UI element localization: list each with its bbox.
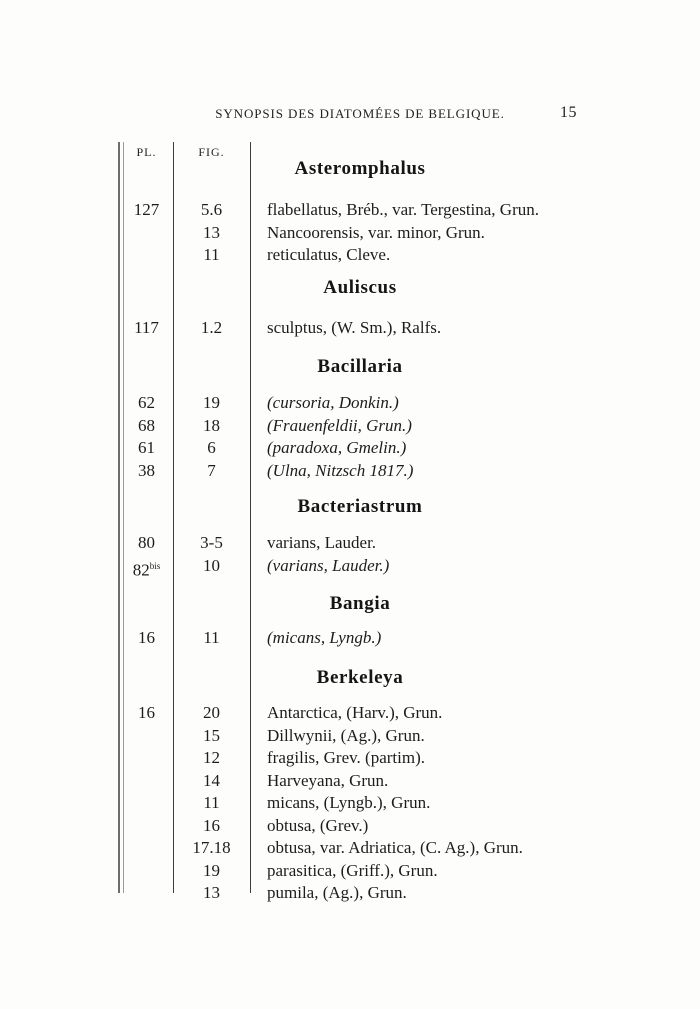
plate-number-cell <box>120 837 173 860</box>
table-row <box>120 437 600 460</box>
table-row <box>120 815 600 838</box>
figure-number-cell: 1.2 <box>200 318 223 337</box>
table-row <box>120 555 600 582</box>
figure-number-cell: 6 <box>207 438 216 457</box>
table-row <box>120 882 600 905</box>
page-number: 15 <box>560 104 577 121</box>
figure-number-cell: 19 <box>203 860 220 880</box>
genus-section <box>120 158 600 267</box>
figure-number-cell: 19 <box>203 393 220 412</box>
table-row <box>120 725 600 748</box>
plate-number-cell <box>120 792 173 815</box>
species-name-cell: sculptus, (W. Sm.), Ralfs. <box>267 318 442 337</box>
figure-number-cell: 14 <box>203 770 220 790</box>
figure-number-cell: 12 <box>203 748 220 767</box>
figure-number-cell: 20 <box>203 703 220 722</box>
species-name-cell: (paradoxa, Gmelin.) <box>267 438 407 457</box>
plate-number-cell <box>120 627 173 650</box>
species-name-cell: reticulatus, Cleve. <box>267 245 391 264</box>
species-name-cell: fragilis, Grev. (partim). <box>267 748 425 767</box>
running-header: SYNOPSIS DES DIATOMÉES DE BELGIQUE. <box>215 106 505 121</box>
species-name-cell: (cursoria, Donkin.) <box>267 393 399 412</box>
genus-heading: Auliscus <box>323 277 397 298</box>
species-name-cell: varians, Lauder. <box>267 533 377 552</box>
species-name-cell: (Ulna, Nitzsch 1817.) <box>267 460 414 480</box>
figure-number-cell: 7 <box>207 460 216 480</box>
genus-heading: Bacillaria <box>317 356 403 377</box>
genus-section <box>120 277 600 340</box>
plate-number: 82 <box>132 560 150 580</box>
species-name-cell: parasitica, (Griff.), Grun. <box>267 860 438 880</box>
species-name-cell: Antarctica, (Harv.), Grun. <box>267 703 443 722</box>
table-row <box>120 747 600 770</box>
plate-number: 127 <box>133 200 160 219</box>
table-row <box>120 222 600 245</box>
plate-number-cell <box>120 815 173 838</box>
species-name-cell: Nancoorensis, var. minor, Grun. <box>267 222 485 242</box>
plate-number: 80 <box>138 533 155 552</box>
column-header-pl: PL. <box>136 145 157 159</box>
figure-number-cell: 5.6 <box>200 200 223 219</box>
plate-number-cell <box>120 437 173 460</box>
plate-number-cell <box>120 725 173 748</box>
table-row <box>120 837 600 860</box>
plate-number: 62 <box>138 393 155 412</box>
genus-section <box>120 667 600 905</box>
table-row <box>120 627 600 650</box>
table-row <box>120 244 600 267</box>
genus-section <box>120 593 600 650</box>
table-row <box>120 460 600 483</box>
figure-number-cell: 11 <box>203 793 220 812</box>
plate-number-cell <box>120 222 173 245</box>
figure-number-cell: 11 <box>203 245 220 264</box>
table-row <box>120 317 600 340</box>
plate-number: 38 <box>138 460 155 480</box>
figure-number-cell: 17.18 <box>192 838 231 857</box>
section-rows <box>120 627 600 650</box>
plate-number-cell <box>120 199 173 222</box>
plate-number-cell <box>120 415 173 438</box>
plate-number-cell <box>120 392 173 415</box>
table-row <box>120 860 600 883</box>
figure-number-cell: 3-5 <box>200 533 223 552</box>
plate-number: 16 <box>138 628 155 647</box>
section-rows <box>120 392 600 482</box>
figure-number-cell: 13 <box>203 883 220 902</box>
plate-number-cell <box>120 244 173 267</box>
section-rows <box>120 532 600 582</box>
column-header-fig: FIG. <box>198 145 225 159</box>
section-rows <box>120 702 600 905</box>
genus-section <box>120 496 600 582</box>
table-row <box>120 532 600 555</box>
figure-number-cell: 10 <box>203 555 220 575</box>
figure-number-cell: 11 <box>203 628 220 647</box>
plate-number: 16 <box>138 703 155 722</box>
plate-number-cell <box>120 317 173 340</box>
genus-heading: Bacteriastrum <box>297 496 423 517</box>
plate-number-cell <box>120 460 173 483</box>
table-row <box>120 199 600 222</box>
plate-number-cell <box>120 555 173 582</box>
species-name-cell: Harveyana, Grun. <box>267 770 389 790</box>
plate-number-cell <box>120 770 173 793</box>
plate-number-cell <box>120 860 173 883</box>
plate-number-cell <box>120 747 173 770</box>
species-name-cell: pumila, (Ag.), Grun. <box>267 883 407 902</box>
table-row <box>120 415 600 438</box>
figure-number-cell: 18 <box>203 415 220 435</box>
species-name-cell: obtusa, var. Adriatica, (C. Ag.), Grun. <box>267 838 523 857</box>
genus-heading: Bangia <box>329 593 391 614</box>
species-name-cell: micans, (Lyngb.), Grun. <box>267 793 431 812</box>
table-row <box>120 392 600 415</box>
plate-number: 68 <box>138 415 155 435</box>
genus-heading: Berkeleya <box>316 667 404 688</box>
table-row <box>120 770 600 793</box>
plate-number: 61 <box>138 438 155 457</box>
plate-number-cell <box>120 702 173 725</box>
species-name-cell: flabellatus, Bréb., var. Tergestina, Grun. <box>267 200 539 219</box>
table-row <box>120 702 600 725</box>
section-rows <box>120 317 600 340</box>
plate-number: 117 <box>134 318 159 337</box>
figure-number-cell: 16 <box>203 815 220 835</box>
genus-section <box>120 356 600 482</box>
genus-heading: Asteromphalus <box>294 158 426 179</box>
figure-number-cell: 15 <box>203 725 220 745</box>
plate-number-cell <box>120 882 173 905</box>
species-name-cell: (micans, Lyngb.) <box>267 628 382 647</box>
table-row <box>120 792 600 815</box>
species-name-cell: (varians, Lauder.) <box>267 555 390 575</box>
section-rows <box>120 199 600 267</box>
species-name-cell: obtusa, (Grev.) <box>267 815 369 835</box>
figure-number-cell: 13 <box>203 222 220 242</box>
species-name-cell: Dillwynii, (Ag.), Grun. <box>267 725 425 745</box>
plate-number-cell <box>120 532 173 555</box>
species-name-cell: (Frauenfeldii, Grun.) <box>267 415 412 435</box>
plate-number-superscript: bis <box>149 560 161 571</box>
